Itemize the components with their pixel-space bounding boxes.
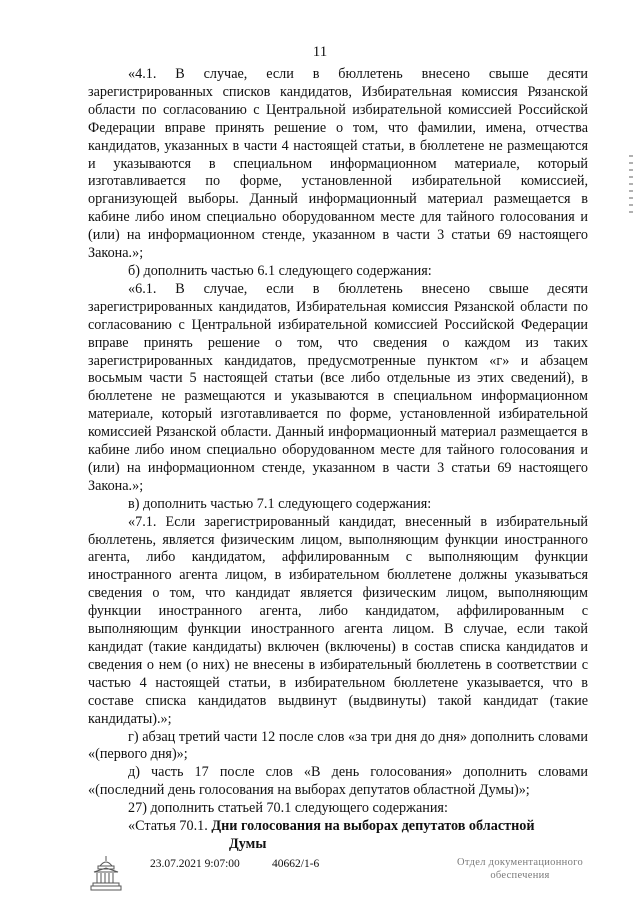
margin-scan-marks	[628, 150, 634, 240]
paragraph-6-1: «6.1. В случае, если в бюллетень внесено свыше десяти зарегистрированных кандидатов, Избирательная комиссия Рязанской области по согласованию с Центральной избирательной комиссией Российской Федерации вправе принять решение о том, что сведения о каждом из таких зарегистрированных кандидатов, предусмотренные пунктом «г» и абзацем восьмым части 5 настоящей статьи (все либо отдельные из этих сведений), в бюллетене не размещаются и указываются в специальном информационном материале, который изготавливается по форме, установленной избирательной комиссией Рязанской области. Данный информационный материал размещается в кабине либо ином специально оборудованном месте для тайного голосования и (или) на информационном стенде, указанном в части 3 статьи 69 настоящего Закона.»;	[88, 280, 588, 494]
paragraph-g: г) абзац третий части 12 после слов «за три дня до дня» дополнить словами «(первого дня)»;	[88, 728, 588, 763]
document-body	[88, 66, 588, 854]
page-number: 11	[312, 44, 328, 60]
paragraph-7-1: «7.1. Если зарегистрированный кандидат, внесенный в избирательный бюллетень, является физическим лицом, выполняющим функции иностранного агента, либо кандидатом, аффилированным с выполняющим функции иностранного агента лицом, в избирательном бюллетене должны указываться сведения о том, что кандидат является физическим лицом, выполняющим функции иностранного агента, либо кандидатом, аффилированным с выполняющим функции иностранного агента лицом. В случае, если такой кандидат (такие кандидаты) включен (включены) в состав списка кандидатов и сведения о нем (о них) не внесены в избирательный бюллетень в соответствии с частью 4 настоящей статьи, в избирательном бюллетене указывается, что в составе списка кандидатов выдвинут (выдвинуты) такой кандидат (такие кандидаты).»;	[88, 513, 588, 727]
stamp-line-2: обеспечения	[490, 870, 550, 881]
department-stamp	[440, 856, 600, 882]
page-footer	[0, 852, 640, 902]
article-heading-title-cont: Думы	[229, 835, 267, 852]
footer-timestamp: 23.07.2021 9:07:00	[150, 858, 240, 870]
duma-building-logo	[90, 854, 122, 892]
stamp-line-1: Отдел документационного	[456, 857, 584, 868]
paragraph-27: 27) дополнить статьей 70.1 следующего содержания:	[128, 800, 448, 817]
paragraph-d: д) часть 17 после слов «В день голосования» дополнить словами «(последний день голосования на выборах депутатов областной Думы)»;	[88, 764, 588, 799]
paragraph-v: в) дополнить частью 7.1 следующего содержания:	[128, 495, 432, 512]
article-heading-title: Дни голосования на выборах депутатов областной	[211, 818, 535, 835]
paragraph-4-1: «4.1. В случае, если в бюллетень внесено свыше десяти зарегистрированных списков кандидатов, Избирательная комиссия Рязанской области по согласованию с Центральной избирательной комиссией Российской Федерации вправе принять решение о том, что фамилии, имена, отчества кандидатов, указанных в части 4 настоящей статьи, в бюллетене не размещаются и указываются в специальном информационном материале, который изготавливается по форме, установленной избирательной комиссией, организующей выборы. Данный информационный материал размещается в кабине либо ином специально оборудованном месте для тайного голосования и (или) на информационном стенде, указанном в части 3 статьи 69 настоящего Закона.»;	[88, 66, 588, 262]
paragraph-b: б) дополнить частью 6.1 следующего содержания:	[128, 262, 432, 279]
footer-document-code: 40662/1-6	[272, 858, 320, 870]
article-heading	[88, 818, 588, 836]
article-heading-prefix: «Статья 70.1.	[128, 818, 208, 835]
